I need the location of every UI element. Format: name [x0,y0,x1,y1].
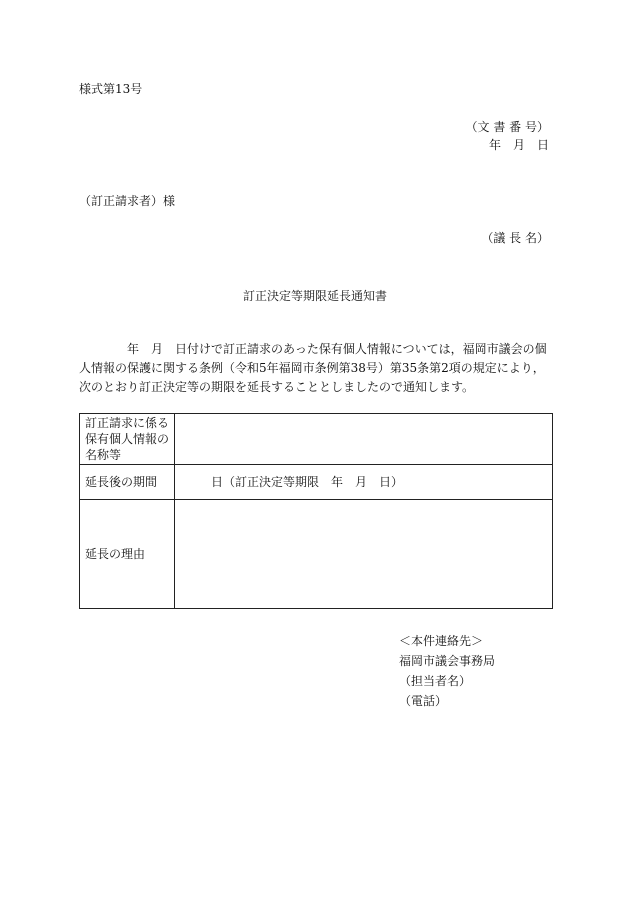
document-title: 訂正決定等期限延長通知書 [242,289,387,303]
table-row [80,500,553,609]
sender-name: （議 長 名） [481,231,549,245]
table-row [80,465,553,500]
row-label-reason: 延長の理由 [80,500,175,609]
contact-office: 福岡市議会事務局 [399,654,496,668]
body-paragraph [79,340,553,397]
issue-date: 年 月 日 [488,138,549,152]
row-label-period: 延長後の期間 [80,465,175,500]
contact-phone: （電話） [399,694,448,708]
document-number: （文 書 番 号） [465,120,549,134]
row-value-name [175,414,553,465]
contact-heading: ＜本件連絡先＞ [399,634,484,648]
form-number: 様式第13号 [79,82,143,96]
table-row [80,414,553,465]
row-label-name: 訂正請求に係る保有個人情報の名称等 [80,414,175,465]
contact-block [399,631,495,711]
row-value-period: 日（訂正決定等期限 年 月 日） [175,465,553,500]
row-value-reason [175,500,553,609]
addressee: （訂正請求者）様 [79,194,176,208]
info-table [79,413,553,609]
body-text: 年 月 日付けで訂正請求のあった保有個人情報については，福岡市議会の個人情報の保護に関する条例（令和5年福岡市条例第38号）第35条第2項の規定により，次のとおり訂正決定等の期限を延長することとしましたので通知します。 [79,342,547,394]
contact-person: （担当者名） [399,674,472,688]
